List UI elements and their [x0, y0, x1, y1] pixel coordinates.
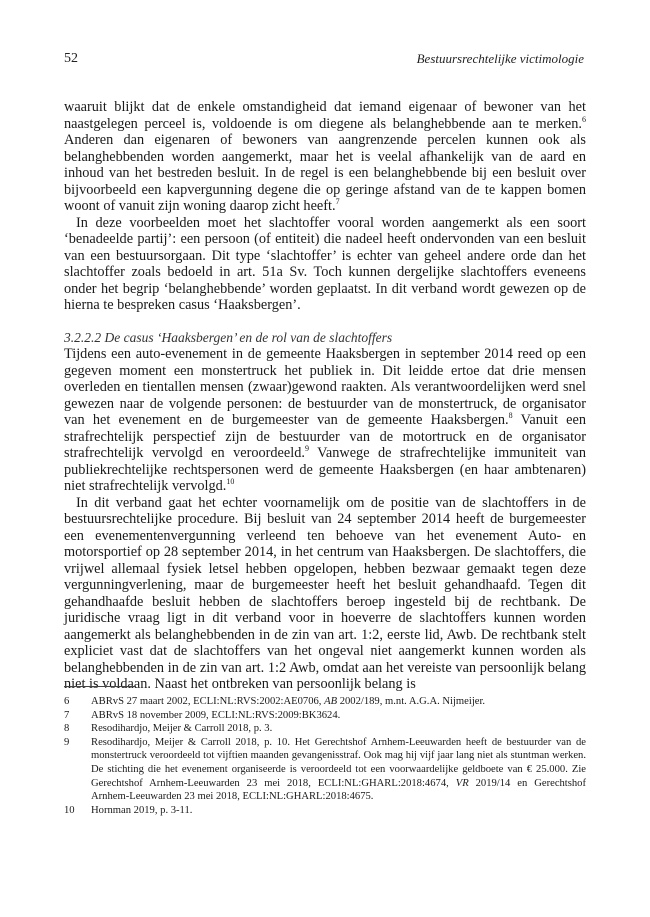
footnote-text: Hornman 2019, p. 3-11. — [91, 804, 193, 816]
footnote-text-b: 2019/14 en Gerechtshof Arnhem-Leeuwarden 23 mei 2018, ECLI:NL:GHARL:2018:4675. — [91, 777, 586, 803]
footnote-ref-7: 7 — [335, 197, 340, 206]
footnote-italic: VR — [455, 777, 469, 789]
footnote-text — [91, 736, 586, 804]
footnote-ref-6: 6 — [582, 114, 586, 124]
footnote-number: 7 — [64, 709, 70, 721]
page-number: 52 — [64, 51, 78, 66]
paragraph-4: In dit verband gaat het echter voornamelijk om de positie van de slachtoffers in de bestuursrechtelijke procedure. Bij besluit van 24 september 2014 heeft de burgemeester een evenementenvergunning verleend ten behoeve van het evenement Auto- en motorsportief op 28 september 2014, in het centrum van Haaksbergen. De slachtoffers, die vrijwel allemaal fysiek letsel hebben opgelopen, hebben bezwaar gemaakt tegen deze vergunningverlening, maar de burgemeester heeft het besluit gehandhaafd. Tegen dit gehandhaafde besluit hebben de slachtoffers beroep ingesteld bij de rechtbank. De juridische vraag ligt in dit verband voor in hoeverre de slachtoffers kunnen worden aangemerkt als belanghebbenden in de zin van art. 1:2, eerste lid, Awb. De rechtbank stelt expliciet vast dat de slachtoffers van het ongeval niet aangemerkt kunnen worden als belanghebbenden in de zin van art. 1:2 Awb, omdat aan het vereiste van persoonlijk belang niet is voldaan. Naast het ontbreken van persoonlijk belang is — [64, 494, 586, 692]
footnote-ref-8: 8 — [508, 411, 513, 420]
footnote-text-b: 2002/189, m.nt. A.G.A. Nijmeijer. — [337, 696, 486, 707]
footnote-text-a: ABRvS 27 maart 2002, ECLI:NL:RVS:2002:AE0706, — [91, 696, 325, 707]
paragraph-3-text-c: Vanwege de strafrechtelijke immuniteit van publiekrechtelijke rechtspersonen werd de gemeente Haaksbergen (en haar ambtenaren) niet strafrechtelijk vervolgd. — [64, 445, 586, 494]
body-text — [64, 99, 586, 693]
footnote-text: Resodihardjo, Meijer & Carroll 2018, p. 3. — [91, 723, 273, 735]
footnote-ref-10: 10 — [226, 477, 235, 486]
paragraph-2: In deze voorbeelden moet het slachtoffer vooral worden aangemerkt als een soort ‘benadeelde partij’: een persoon (of entiteit) die nadeel heeft ondervonden van een besluit van een bestuursorgaan. Dit type ‘slachtoffer’ is echter van geheel andere orde dan het slachtoffer zoals bedoeld in art. 51a Sv. Toch kunnen dergelijke slachtoffers eveneens onder het begrip ‘belanghebbende’ worden geplaatst. In dit verband wordt gewezen op de hierna te bespreken casus ‘Haaksbergen’. — [64, 214, 586, 313]
paragraph-1 — [64, 99, 586, 215]
paragraph-1-text-b: Anderen dan eigenaren of bewoners van aangrenzende percelen kunnen ook als belanghebbenden worden aangemerkt, maar het is veelal afhankelijk van de aard en inhoud van het bestreden besluit. In de regel is een belanghebbende bij een besluit over bijvoorbeeld een kapvergunning degene die op geringe afstand van de te kappen bomen woont of vanuit zijn woning daarop zicht heeft. — [64, 132, 586, 214]
footnote-6 — [64, 695, 586, 709]
footnote-text: ABRvS 18 november 2009, ECLI:NL:RVS:2009:BK3624. — [91, 709, 341, 721]
footnote-italic: AB — [324, 696, 338, 707]
footnotes — [64, 695, 586, 817]
footnote-text — [91, 695, 586, 709]
paragraph-1-text-a: waaruit blijkt dat de enkele omstandigheid dat iemand eigenaar of bewoner van het naastgelegen perceel is, voldoende is om diegene als belanghebbende aan te merken. — [64, 99, 586, 132]
footnote-separator — [64, 686, 136, 687]
footnote-number: 10 — [64, 804, 75, 816]
paragraph-3-text-b: Vanuit een strafrechtelijk perspectief zijn de bestuurder van de motortruck en de organisator strafrechtelijk vervolgd en veroordeeld. — [64, 412, 586, 461]
footnote-10 — [64, 804, 586, 818]
footnote-text-a: Resodihardjo, Meijer & Carroll 2018, p. 10. Het Gerechtshof Arnhem-Leeuwarden heeft de bestuurder van de monstertruck veroordeeld tot vijftien maanden gevangenisstraf. Ook mag hij vijf jaar lang niet als stuntman werken. De stichting die het evenement organiseerde is veroordeeld tot een voorwaardelijke geldboete van € 25.000. Zie Gerechtshof Arnhem-Leeuwarden 23 mei 2018, ECLI:NL:GHARL:2018:4674, — [91, 736, 586, 789]
footnote-number: 8 — [64, 723, 70, 735]
footnote-ref-9: 9 — [304, 444, 309, 453]
footnote-7 — [64, 709, 586, 723]
section-heading: 3.2.2.2 De casus ‘Haaksbergen’ en de rol van de slachtoffers — [64, 329, 393, 345]
footnote-number: 6 — [64, 696, 70, 707]
footnote-number: 9 — [64, 736, 70, 748]
running-title: Bestuursrechtelijke victimologie — [416, 51, 584, 66]
paragraph-3-text-a: Tijdens een auto-evenement in de gemeente Haaksbergen in september 2014 reed op een gegeven moment een monstertruck het publiek in. Dit leidde ertoe dat drie mensen overleden en tientallen mensen (zwaar)gewond raakten. Als verantwoordelijken werd snel gewezen naar de volgende personen: de bestuurder van de monstertruck, de organisator van het evenement en de burgemeester van de gemeente Haaksbergen. — [64, 346, 586, 428]
footnote-9 — [64, 736, 586, 804]
paragraph-3 — [64, 346, 586, 495]
footnote-8 — [64, 722, 586, 736]
